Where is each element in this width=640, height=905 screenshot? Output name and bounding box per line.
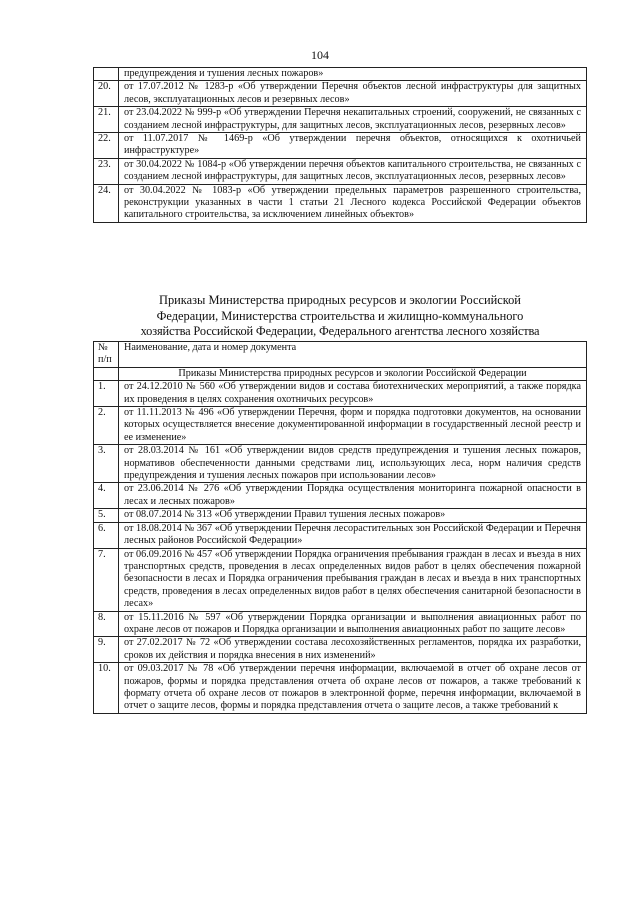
row-number: 22. [94,133,119,159]
row-document-text: от 08.07.2014 № 313 «Об утверждении Правил тушения лесных пожаров» [119,509,587,522]
table-row [94,184,587,222]
legal-acts-table-continued [93,67,587,223]
table-row [94,158,587,184]
row-number: 21. [94,107,119,133]
row-document-text: от 30.04.2022 № 1084-р «Об утверждении перечня объектов капитального строительства, не связанных с созданием лесной инфраструктуры, для защитных лесов, эксплуатационных лесов, резервных лесов» [119,158,587,184]
row-number: 24. [94,184,119,222]
section-heading-line: Федерации, Министерства строительства и жилищно-коммунального [156,308,524,323]
row-document-text: от 24.12.2010 № 560 «Об утверждении видов и состава биотехнических мероприятий, а также порядка их проведения в целях сохранения охотничьих ресурсов» [119,381,587,407]
section-heading-line: хозяйства Российской Федерации, Федерального агентства лесного хозяйства [140,324,540,339]
table-row [94,611,587,637]
subheader-empty-cell [94,367,119,380]
table-row [94,637,587,663]
row-number: 7. [94,548,119,611]
table-row [94,483,587,509]
table-row [94,509,587,522]
table-row [94,81,587,107]
row-document-text: от 11.11.2013 № 496 «Об утверждении Перечня, форм и порядка подготовки документов, на основании которых осуществляется внесение документированной информации в государственный лесной реестр и ее изменение» [119,407,587,445]
row-document-text: от 11.07.2017 № 1469-р «Об утверждении перечня объектов, относящихся к охотничьей инфраструктуре» [119,133,587,159]
table-subheader-row [94,367,587,380]
row-document-text: от 30.04.2022 № 1083-р «Об утверждении предельных параметров разрешенного строительства, реконструкции указанных в части 1 статьи 21 Лесного кодекса Российской Федерации объектов капитального строительства, за исключением линейных объектов» [119,184,587,222]
header-name-column: Наименование, дата и номер документа [119,342,587,368]
row-document-text: от 18.08.2014 № 367 «Об утверждении Перечня лесорастительных зон Российской Федерации и Перечня лесных районов Российской Федерации» [119,522,587,548]
row-number: 1. [94,381,119,407]
row-number: 6. [94,522,119,548]
row-number [94,68,119,81]
header-number-column: № п/п [94,342,119,368]
table-row [94,663,587,714]
row-document-text: от 17.07.2012 № 1283-р «Об утверждении Перечня объектов лесной инфраструктуры для защитных лесов, эксплуатационных лесов и резервных лесов» [119,81,587,107]
table-row [94,522,587,548]
table-row [94,407,587,445]
row-document-text: от 28.03.2014 № 161 «Об утверждении видов средств предупреждения и тушения лесных пожаров, нормативов обеспеченности данными средствами лиц, использующих леса, норм наличия средств предупреждения и тушения лесных пожаров при использовании лесов» [119,445,587,483]
row-number: 23. [94,158,119,184]
section-heading-line: Приказы Министерства природных ресурсов и экологии Российской [159,293,521,307]
table-row [94,548,587,611]
orders-table [93,341,587,714]
subheader-cell: Приказы Министерства природных ресурсов и экологии Российской Федерации [119,367,587,380]
table-row [94,133,587,159]
table-row [94,107,587,133]
table-row [94,381,587,407]
row-document-text: от 09.03.2017 № 78 «Об утверждении перечня информации, включаемой в отчет об охране лесов от пожаров, формы и порядка представления отчета об охране лесов от пожаров, а также требований к формату отчета об охране лесов от пожаров в электронной форме, перечня информации, включаемой в отчет о защите лесов, формы и порядка представления отчета о защите лесов, а также требований к [119,663,587,714]
row-number: 8. [94,611,119,637]
row-number: 3. [94,445,119,483]
row-document-text: от 15.11.2016 № 597 «Об утверждении Порядка организации и выполнения авиационных работ по охране лесов от пожаров и Порядка организации и выполнения авиационных работ по защите лесов» [119,611,587,637]
row-number: 4. [94,483,119,509]
row-document-text: предупреждения и тушения лесных пожаров» [119,68,587,81]
page-number: 104 [311,48,329,62]
row-number: 10. [94,663,119,714]
row-document-text: от 23.04.2022 № 999-р «Об утверждении Перечня некапитальных строений, сооружений, не связанных с созданием лесной инфраструктуры, для защитных лесов, эксплуатационных лесов, резервных лесов» [119,107,587,133]
row-number: 2. [94,407,119,445]
row-document-text: от 23.06.2014 № 276 «Об утверждении Порядка осуществления мониторинга пожарной опасности в лесах и лесных пожаров» [119,483,587,509]
row-number: 9. [94,637,119,663]
table-row [94,68,587,81]
section-heading [93,293,587,340]
row-document-text: от 27.02.2017 № 72 «Об утверждении состава лесохозяйственных регламентов, порядка их разработки, сроков их действия и порядка внесения в них изменений» [119,637,587,663]
row-number: 20. [94,81,119,107]
row-number: 5. [94,509,119,522]
row-document-text: от 06.09.2016 № 457 «Об утверждении Порядка ограничения пребывания граждан в лесах и въезда в них транспортных средств, проведения в лесах определенных видов работ в целях обеспечения пожарной безопасности в лесах и Порядка ограничения пребывания граждан в лесах и въезда в них транспортных средств, проведения в лесах определенных видов работ в целях обеспечения санитарной безопасности в лесах» [119,548,587,611]
table-row [94,445,587,483]
table-header-row [94,342,587,368]
